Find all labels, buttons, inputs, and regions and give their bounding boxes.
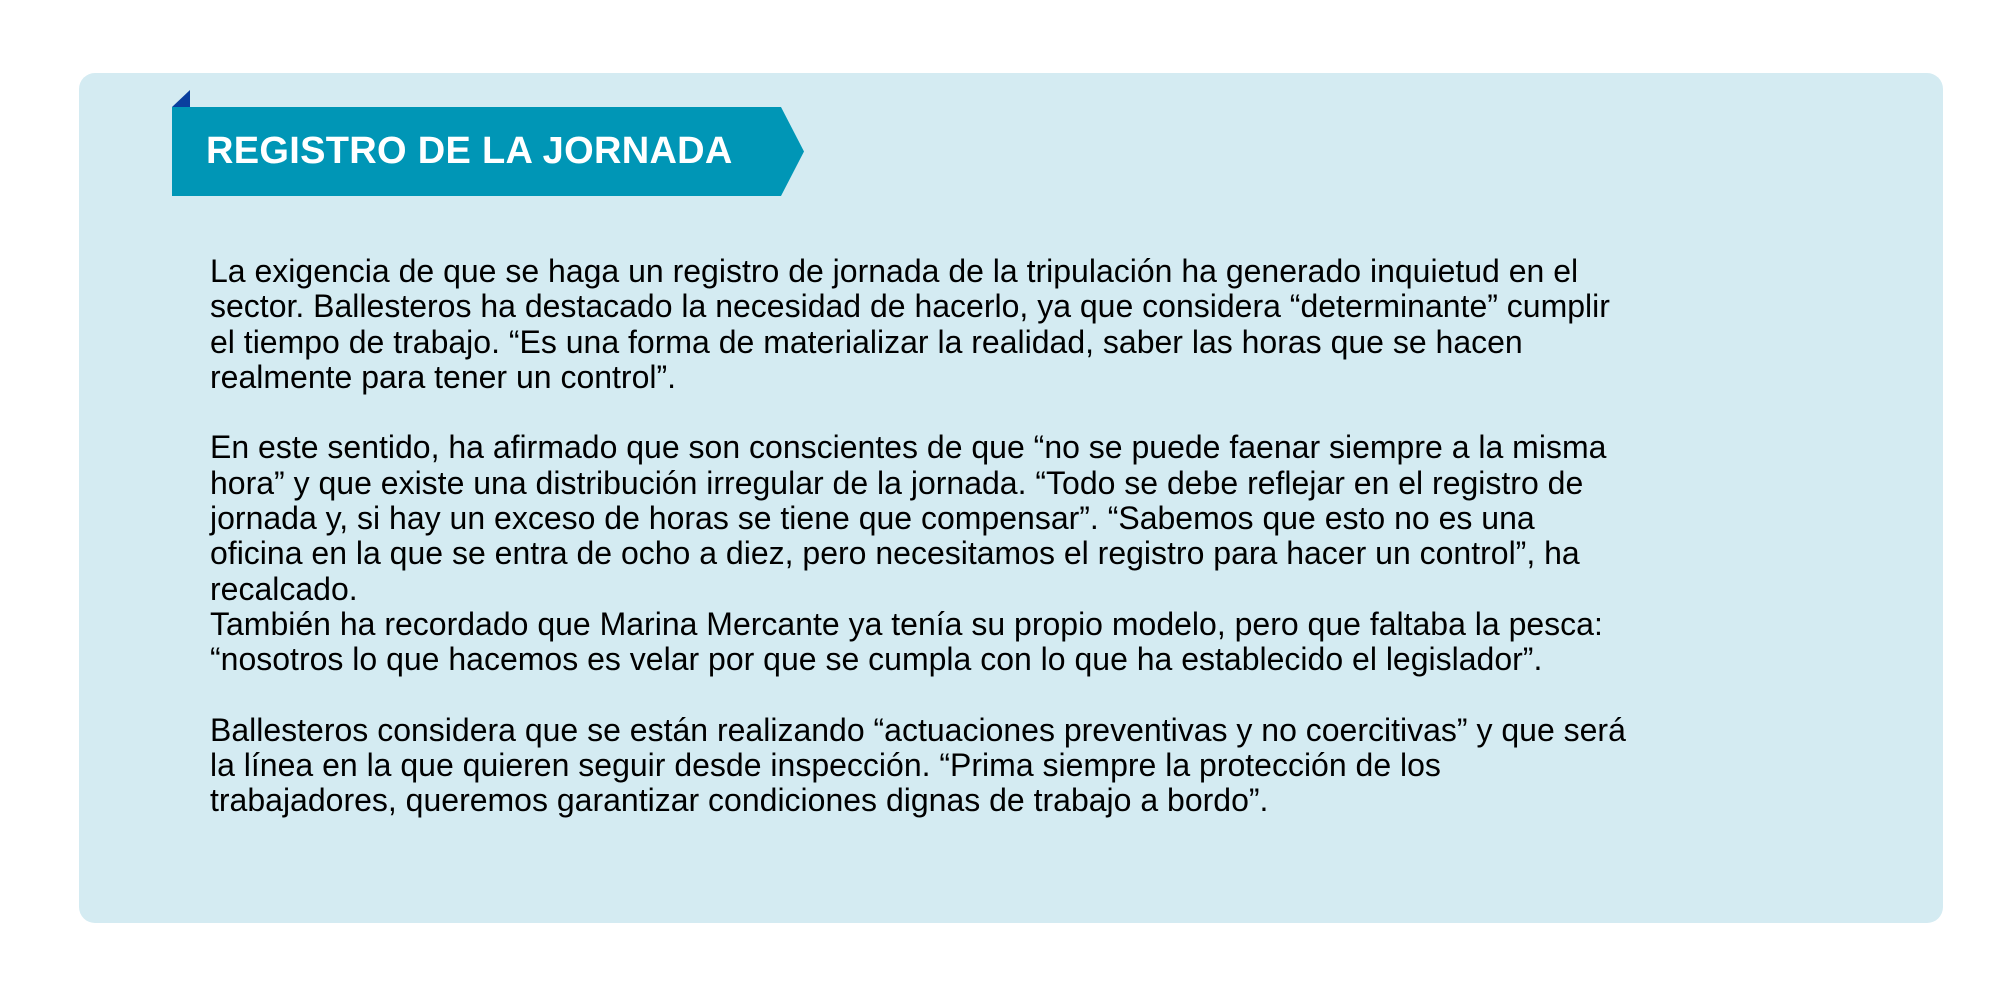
text-line: recalcado. [210,570,358,607]
text-line: También ha recordado que Marina Mercante ya tenía su propio modelo, pero que faltaba la pesca: [210,605,1603,642]
text-line: La exigencia de que se haga un registro de jornada de la tripulación ha generado inquietud en el [210,253,1579,289]
text-line: oficina en la que se entra de ocho a diez, pero necesitamos el registro para hacer un control”, ha [210,535,1580,572]
article-body [210,254,1840,819]
text-line: sector. Ballesteros ha destacado la necesidad de hacerlo, ya que considera “determinante” cumplir [210,288,1610,325]
text-line: jornada y, si hay un exceso de horas se tiene que compensar”. “Sabemos que esto no es una [210,500,1535,537]
text-line: la línea en la que quieren seguir desde inspección. “Prima siempre la protección de los [210,747,1441,784]
text-line: realmente para tener un control”. [210,358,677,395]
text-line: el tiempo de trabajo. “Es una forma de materializar la realidad, saber las horas que se hacen [210,323,1523,360]
paragraph-spacer [210,678,1840,713]
paragraph-1 [210,254,1840,395]
text-line: hora” y que existe una distribución irregular de la jornada. “Todo se debe reflejar en el registro de [210,464,1584,501]
text-line: trabajadores, queremos garantizar condiciones dignas de trabajo a bordo”. [210,782,1269,819]
paragraph-spacer [210,395,1840,430]
section-banner [172,107,804,196]
text-line: “nosotros lo que hacemos es velar por que se cumpla con lo que ha establecido el legislador”. [210,641,1543,678]
text-line: En este sentido, ha afirmado que son conscientes de que “no se puede faenar siempre a la misma [210,429,1607,466]
text-line: Ballesteros considera que se están realizando “actuaciones preventivas y no coercitivas” y que será [210,711,1626,748]
paragraph-3 [210,713,1840,819]
banner-title: REGISTRO DE LA JORNADA [206,130,733,172]
paragraph-2 [210,430,1840,677]
